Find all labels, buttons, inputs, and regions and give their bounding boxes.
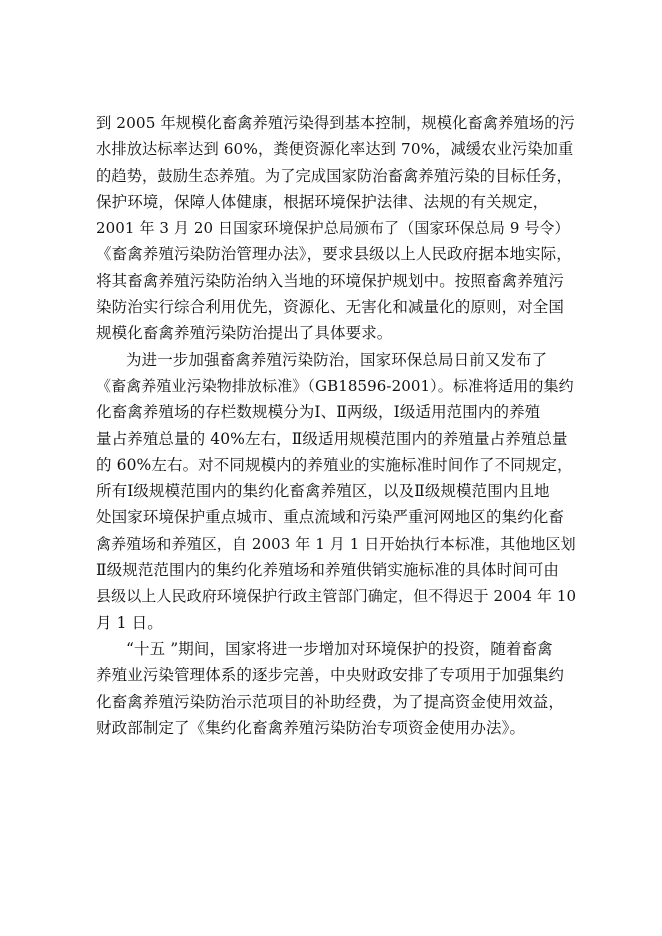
text-line: 量占养殖总量的 40%左右，Ⅱ级适用规模范围内的养殖量占养殖总量 (96, 429, 568, 448)
text-line: 《畜禽养殖污染防治管理办法》，要求县级以上人民政府据本地实际， (96, 245, 572, 264)
text-line: 的 60%左右。对不同规模内的养殖业的实施标准时间作了不同规定， (96, 455, 573, 474)
text-line: 保护环境，保障人体健康，根据环境保护法律、法规的有关规定， (96, 192, 549, 211)
text-line: 2001 年 3 月 20 日国家环境保护总局颁布了（国家环保总局 9 号令） (96, 219, 570, 238)
text-line: 水排放达标率达到 60%，粪便资源化率达到 70%，减缓农业污染加重 (96, 140, 574, 159)
text-line: 染防治实行综合利用优先，资源化、无害化和减量化的原则，对全国 (96, 298, 565, 317)
paragraph-emission-standard (96, 347, 576, 636)
text-line: 到 2005 年规模化畜禽养殖污染得到基本控制，规模化畜禽养殖场的污 (96, 114, 575, 132)
text-line-indented: 为进一步加强畜禽养殖污染防治，国家环保总局日前又发布了 (126, 350, 548, 369)
text-line: 化畜禽养殖污染防治示范项目的补助经费，为了提高资金使用效益， (96, 692, 565, 711)
text-line: 处国家环境保护重点城市、重点流域和污染严重河网地区的集约化畜 (96, 508, 565, 527)
text-line: 将其畜禽养殖污染防治纳入当地的环境保护规划中。按照畜禽养殖污 (96, 271, 565, 290)
text-line: 化畜禽养殖场的存栏数规模分为Ⅰ、Ⅱ两级，Ⅰ级适用范围内的养殖 (96, 403, 541, 422)
text-line: 所有Ⅰ级规模范围内的集约化畜禽养殖区，以及Ⅱ级规模范围内且地 (96, 482, 550, 501)
text-line: 财政部制定了《集约化畜禽养殖污染防治专项资金使用办法》。 (96, 718, 526, 737)
text-line: 禽养殖场和养殖区，自 2003 年 1 月 1 日开始执行本标准，其他地区划 (96, 534, 576, 553)
text-line: Ⅱ级规范范围内的集约化养殖场和养殖供销实施标准的具体时间可由 (96, 561, 560, 580)
text-line: 月 1 日。 (96, 613, 163, 632)
paragraph-2005-targets (96, 110, 576, 347)
document-page (96, 110, 576, 741)
text-line: 县级以上人民政府环境保护行政主管部门确定，但不得迟于 2004 年 10 (96, 587, 577, 606)
paragraph-tenth-five-year-plan (96, 636, 576, 741)
text-line: 《畜禽养殖业污染物排放标准》（GB18596-2001）。标准将适用的集约 (96, 376, 574, 395)
text-line-indented: “十五 ”期间，国家将进一步增加对环境保护的投资，随着畜禽 (126, 639, 553, 658)
text-line: 养殖业污染管理体系的逐步完善，中央财政安排了专项用于加强集约 (96, 666, 565, 685)
text-line: 规模化畜禽养殖污染防治提出了具体要求。 (96, 324, 393, 343)
text-line: 的趋势，鼓励生态养殖。为了完成国家防治畜禽养殖污染的目标任务， (96, 166, 572, 185)
